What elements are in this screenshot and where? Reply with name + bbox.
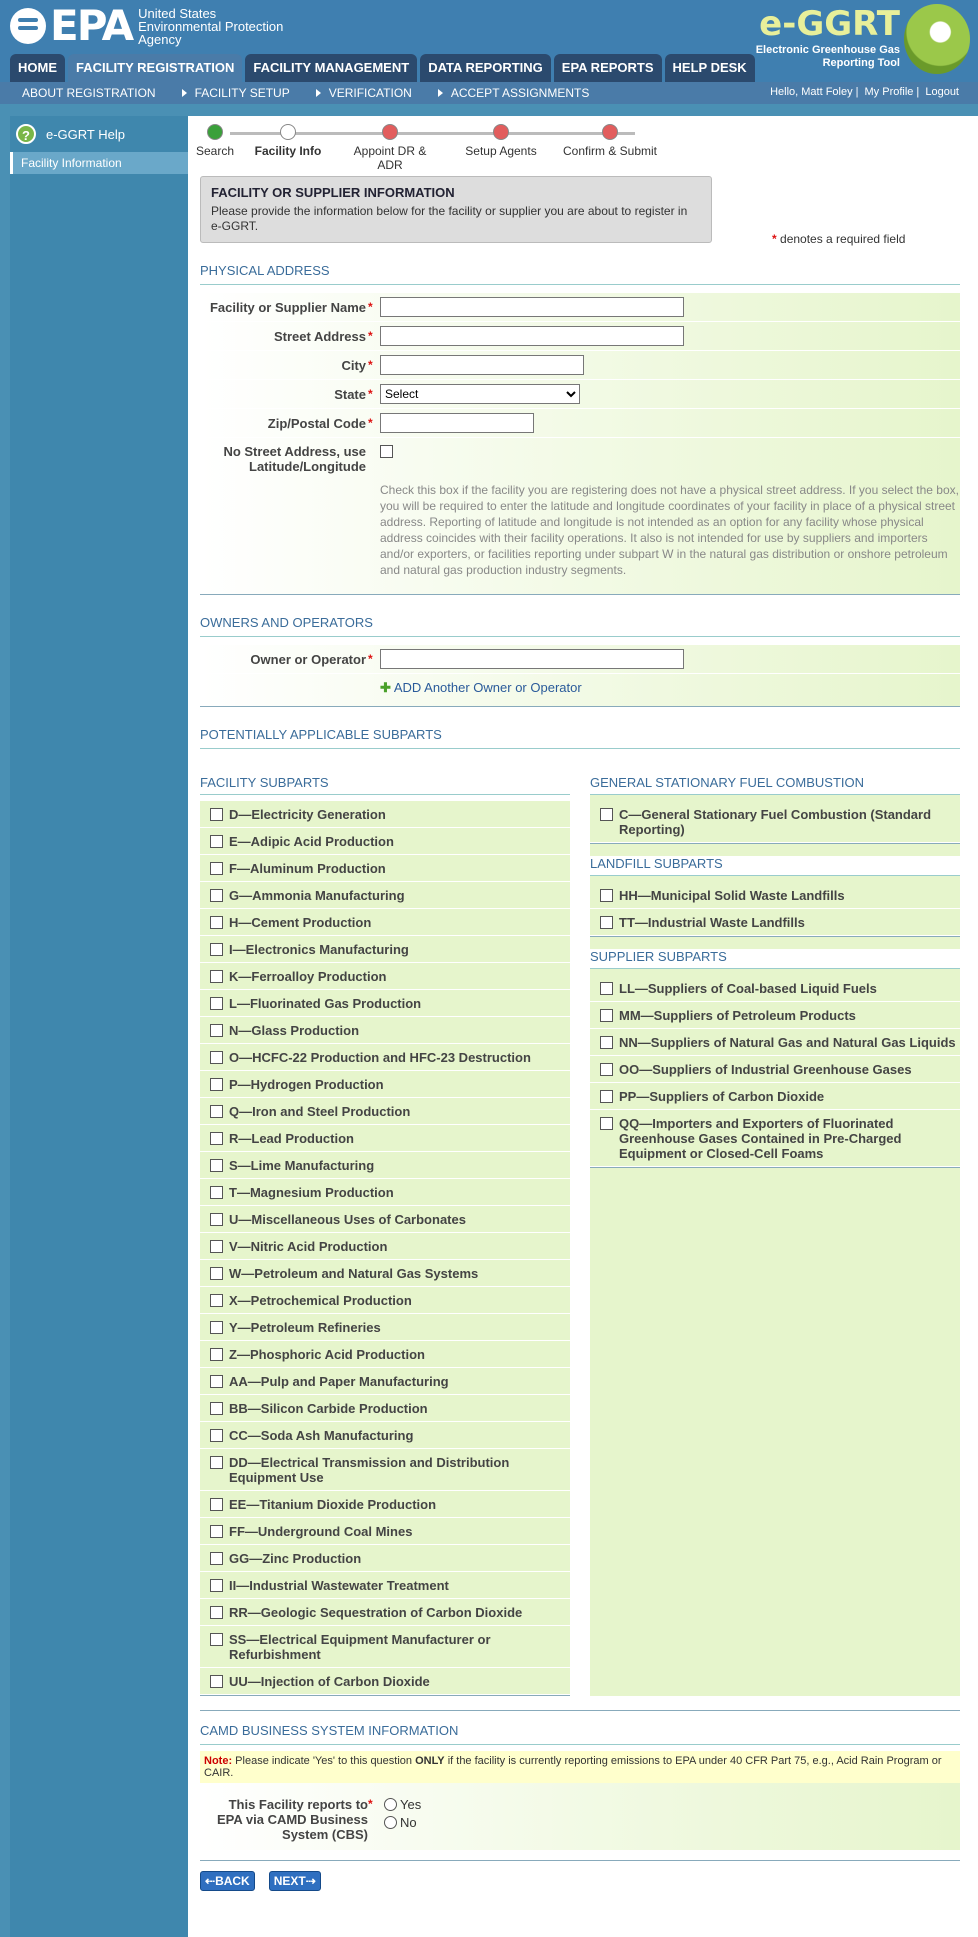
subpart-checkbox[interactable]: [600, 1117, 613, 1130]
subpart-label: R—Lead Production: [229, 1131, 354, 1146]
subpart-label: X—Petrochemical Production: [229, 1293, 412, 1308]
tab-facility-registration[interactable]: FACILITY REGISTRATION: [68, 54, 242, 82]
app-name: e-GGRT: [759, 4, 900, 44]
subpart-label: Y—Petroleum Refineries: [229, 1320, 381, 1335]
tab-help-desk[interactable]: HELP DESK: [665, 54, 755, 82]
subpart-row[interactable]: [200, 1491, 570, 1518]
subnav-label: ACCEPT ASSIGNMENTS: [450, 86, 590, 100]
subpart-row[interactable]: [590, 1029, 960, 1056]
subpart-row[interactable]: [590, 1083, 960, 1110]
camd-no-option[interactable]: [384, 1815, 421, 1830]
subpart-row[interactable]: [200, 1044, 570, 1071]
right-subparts-column: [590, 775, 960, 1696]
subpart-row[interactable]: [200, 1179, 570, 1206]
subpart-label: C—General Stationary Fuel Combustion (Standard Reporting): [619, 807, 932, 837]
arrow-right-icon: [438, 89, 443, 97]
radio-no[interactable]: [384, 1816, 397, 1829]
camd-form: [200, 1783, 960, 1850]
app-subtitle: Reporting Tool: [822, 57, 900, 69]
facility-subparts-column: [200, 749, 570, 1696]
help-question-icon: ?: [16, 124, 36, 144]
step-todo-icon: [493, 124, 509, 140]
subpart-checkbox[interactable]: [210, 1186, 223, 1199]
progress-steps: [195, 118, 960, 172]
city-label: City: [341, 357, 366, 373]
step-appoint-dr-adr: [340, 124, 440, 172]
step-label: Confirm & Submit: [562, 144, 658, 158]
step-confirm-submit: [560, 124, 660, 158]
camd-question-label: This Facility reports to EPA via CAMD Business System (CBS): [217, 1797, 368, 1842]
subpart-row[interactable]: [200, 1098, 570, 1125]
required-note: * denotes a required field: [772, 232, 906, 246]
subpart-label: DD—Electrical Transmission and Distribution Equipment Use: [229, 1455, 510, 1485]
radio-yes[interactable]: [384, 1798, 397, 1811]
subpart-row[interactable]: [200, 1395, 570, 1422]
my-profile-link[interactable]: My Profile: [864, 86, 914, 98]
next-button[interactable]: NEXT⇢: [269, 1871, 321, 1891]
subpart-label: CC—Soda Ash Manufacturing: [229, 1428, 414, 1443]
subpart-label: AA—Pulp and Paper Manufacturing: [229, 1374, 449, 1389]
app-subtitle: Electronic Greenhouse Gas: [755, 44, 900, 56]
no-street-checkbox[interactable]: [380, 445, 393, 458]
subpart-label: FF—Underground Coal Mines: [229, 1524, 413, 1539]
add-owner-label: ADD Another Owner or Operator: [393, 680, 582, 695]
subpart-row[interactable]: [200, 963, 570, 990]
owner-operator-label: Owner or Operator: [250, 651, 366, 667]
street-address-input[interactable]: [380, 326, 684, 346]
agency-line: United States: [138, 5, 217, 21]
help-link[interactable]: [10, 116, 188, 152]
owners-form: [200, 645, 960, 707]
subpart-row[interactable]: [200, 1518, 570, 1545]
subparts-container: [200, 749, 960, 1696]
subpart-checkbox[interactable]: [210, 916, 223, 929]
subpart-checkbox[interactable]: [210, 1525, 223, 1538]
subpart-checkbox[interactable]: [600, 889, 613, 902]
radio-label: Yes: [400, 1797, 422, 1812]
subpart-row[interactable]: [200, 1206, 570, 1233]
back-label: BACK: [215, 1874, 250, 1888]
subpart-checkbox[interactable]: [210, 835, 223, 848]
subpart-label: GG—Zinc Production: [229, 1551, 362, 1566]
no-street-label: No Street Address, use Latitude/Longitude: [223, 444, 366, 474]
subpart-row[interactable]: [200, 1422, 570, 1449]
subpart-checkbox[interactable]: [210, 1240, 223, 1253]
subpart-checkbox[interactable]: [600, 808, 613, 821]
landfill-subparts-list: [590, 882, 960, 937]
subpart-row[interactable]: [200, 1260, 570, 1287]
subpart-label: Z—Phosphoric Acid Production: [229, 1347, 425, 1362]
subpart-label: RR—Geologic Sequestration of Carbon Dioxide: [229, 1605, 523, 1620]
radio-label: No: [400, 1815, 417, 1830]
subpart-checkbox[interactable]: [210, 1606, 223, 1619]
subpart-label: S—Lime Manufacturing: [229, 1158, 375, 1173]
logout-link[interactable]: Logout: [925, 86, 959, 98]
subpart-checkbox[interactable]: [210, 1579, 223, 1592]
subpart-checkbox[interactable]: [210, 1294, 223, 1307]
subpart-label: V—Nitric Acid Production: [229, 1239, 388, 1254]
subpart-row[interactable]: [590, 801, 960, 843]
subpart-label: P—Hydrogen Production: [229, 1077, 384, 1092]
subpart-label: HH—Municipal Solid Waste Landfills: [619, 888, 845, 903]
subpart-label: NN—Suppliers of Natural Gas and Natural Gas Liquids: [619, 1035, 956, 1050]
user-links: Hello, Matt Foley | My Profile | Logout: [770, 86, 959, 98]
section-camd: CAMD BUSINESS SYSTEM INFORMATION: [200, 1710, 960, 1745]
facility-name-input[interactable]: [380, 297, 684, 317]
tab-facility-management[interactable]: FACILITY MANAGEMENT: [245, 54, 417, 82]
subpart-checkbox[interactable]: [210, 1375, 223, 1388]
subpart-checkbox[interactable]: [600, 1036, 613, 1049]
subpart-checkbox[interactable]: [210, 1321, 223, 1334]
bottom-buttons: [200, 1860, 960, 1891]
tab-home[interactable]: HOME: [10, 54, 65, 82]
subpart-row[interactable]: [200, 1152, 570, 1179]
subpart-label: W—Petroleum and Natural Gas Systems: [229, 1266, 479, 1281]
header: [0, 0, 978, 82]
subpart-row[interactable]: [590, 882, 960, 909]
subnav-facility-setup[interactable]: [182, 86, 290, 100]
subnav-accept-assignments[interactable]: [438, 86, 589, 100]
step-label: Facility Info: [254, 144, 322, 158]
subnav-verification[interactable]: [316, 86, 412, 100]
subpart-checkbox[interactable]: [600, 1090, 613, 1103]
note-text: if the facility is currently reporting emissions to EPA under 40 CFR Part 75, e.g., Acid Rain Program or CAIR.: [204, 1755, 942, 1779]
subpart-row[interactable]: [200, 1071, 570, 1098]
required-marker: *: [368, 416, 373, 430]
section-owners-operators: OWNERS AND OPERATORS: [200, 615, 960, 637]
subpart-label: O—HCFC-22 Production and HFC-23 Destruction: [229, 1050, 531, 1065]
subpart-label: II—Industrial Wastewater Treatment: [229, 1578, 449, 1593]
arrow-right-icon: [316, 89, 321, 97]
agency-name: [138, 7, 283, 46]
required-marker: *: [368, 358, 373, 372]
subnav-about-registration[interactable]: ABOUT REGISTRATION: [22, 86, 156, 100]
epa-wordmark: EPA: [50, 1, 133, 50]
note-text: Please indicate 'Yes' to this question: [235, 1755, 413, 1767]
subpart-row[interactable]: [200, 1368, 570, 1395]
info-title: FACILITY OR SUPPLIER INFORMATION: [211, 185, 455, 200]
subpart-checkbox[interactable]: [600, 1009, 613, 1022]
subpart-checkbox[interactable]: [210, 1159, 223, 1172]
info-box: [200, 176, 712, 243]
required-marker: *: [368, 300, 373, 314]
step-setup-agents: [451, 124, 551, 158]
sidebar-item-facility-information[interactable]: Facility Information: [10, 152, 188, 174]
agency-line: Agency: [138, 31, 182, 47]
subpart-row[interactable]: [590, 1110, 960, 1167]
back-button[interactable]: ⇠BACK: [200, 1871, 255, 1891]
subpart-row[interactable]: [200, 1626, 570, 1668]
facility-subparts-title: FACILITY SUBPARTS: [200, 775, 570, 795]
subpart-row[interactable]: [200, 1287, 570, 1314]
required-marker: *: [368, 387, 373, 401]
section-subparts: POTENTIALLY APPLICABLE SUBPARTS: [200, 727, 960, 749]
info-description: Please provide the information below for the facility or supplier you are about to register in e-GGRT.: [211, 204, 688, 233]
egret-bird-icon: [904, 4, 970, 74]
subpart-checkbox[interactable]: [600, 1063, 613, 1076]
subpart-row[interactable]: [200, 1017, 570, 1044]
subpart-checkbox[interactable]: [210, 1456, 223, 1469]
subpart-label: D—Electricity Generation: [229, 807, 386, 822]
subpart-checkbox[interactable]: [210, 1348, 223, 1361]
subpart-row[interactable]: [200, 855, 570, 882]
subpart-checkbox[interactable]: [210, 997, 223, 1010]
subpart-label: L—Fluorinated Gas Production: [229, 996, 422, 1011]
subpart-row[interactable]: [200, 990, 570, 1017]
subpart-checkbox[interactable]: [210, 1429, 223, 1442]
subpart-checkbox[interactable]: [210, 1675, 223, 1688]
subpart-row[interactable]: [200, 1449, 570, 1491]
epa-logo[interactable]: [10, 1, 284, 50]
subpart-label: PP—Suppliers of Carbon Dioxide: [619, 1089, 825, 1104]
zip-input[interactable]: [380, 413, 534, 433]
subpart-row[interactable]: [200, 936, 570, 963]
state-label: State: [334, 386, 366, 402]
subpart-label: F—Aluminum Production: [229, 861, 386, 876]
required-text: denotes a required field: [780, 232, 906, 246]
step-label: Search: [195, 144, 235, 158]
subpart-label: UU—Injection of Carbon Dioxide: [229, 1674, 430, 1689]
step-done-icon: [207, 124, 223, 140]
section-physical-address: PHYSICAL ADDRESS: [200, 263, 960, 285]
step-todo-icon: [382, 124, 398, 140]
subpart-label: LL—Suppliers of Coal-based Liquid Fuels: [619, 981, 877, 996]
subpart-label: TT—Industrial Waste Landfills: [619, 915, 805, 930]
subpart-checkbox[interactable]: [210, 1633, 223, 1646]
subpart-label: OO—Suppliers of Industrial Greenhouse Gases: [619, 1062, 912, 1077]
subpart-checkbox[interactable]: [210, 1132, 223, 1145]
subpart-row[interactable]: [200, 1572, 570, 1599]
subpart-checkbox[interactable]: [210, 1498, 223, 1511]
camd-yes-option[interactable]: [384, 1797, 421, 1812]
camd-radio-group: [384, 1797, 421, 1842]
landfill-subparts-title: LANDFILL SUBPARTS: [590, 856, 960, 876]
street-address-label: Street Address: [274, 328, 366, 344]
subpart-row[interactable]: [200, 1668, 570, 1695]
next-label: NEXT: [273, 1874, 306, 1888]
step-current-icon: [280, 124, 296, 140]
subpart-label: I—Electronics Manufacturing: [229, 942, 409, 957]
subpart-checkbox[interactable]: [210, 889, 223, 902]
tab-data-reporting[interactable]: DATA REPORTING: [420, 54, 551, 82]
subpart-row[interactable]: [200, 1233, 570, 1260]
subpart-label: QQ—Importers and Exporters of Fluorinated Greenhouse Gases Contained in Pre-Charged Equipment or Closed-Cell Foams: [619, 1116, 902, 1161]
subpart-checkbox[interactable]: [210, 1552, 223, 1565]
plus-icon: ✚: [380, 680, 391, 695]
city-input[interactable]: [380, 355, 584, 375]
subpart-label: EE—Titanium Dioxide Production: [229, 1497, 437, 1512]
subpart-row[interactable]: [590, 975, 960, 1002]
subpart-checkbox[interactable]: [210, 1213, 223, 1226]
main-nav: [10, 54, 758, 82]
camd-note: [200, 1751, 960, 1783]
subpart-checkbox[interactable]: [210, 1024, 223, 1037]
tab-epa-reports[interactable]: EPA REPORTS: [554, 54, 662, 82]
eggrt-logo: [756, 4, 970, 74]
subpart-label: BB—Silicon Carbide Production: [229, 1401, 428, 1416]
subpart-checkbox[interactable]: [210, 970, 223, 983]
subpart-row[interactable]: [200, 801, 570, 828]
owner-operator-input[interactable]: [380, 649, 684, 669]
step-todo-icon: [602, 124, 618, 140]
supplier-subparts-list: [590, 975, 960, 1168]
subpart-row[interactable]: [200, 828, 570, 855]
add-owner-link[interactable]: [380, 674, 960, 706]
facility-subparts-list: [200, 801, 570, 1696]
subpart-label: T—Magnesium Production: [229, 1185, 394, 1200]
subpart-row[interactable]: [590, 1056, 960, 1083]
note-emphasis: ONLY: [415, 1755, 445, 1767]
subpart-row[interactable]: [200, 909, 570, 936]
subpart-checkbox[interactable]: [210, 1267, 223, 1280]
subpart-label: SS—Electrical Equipment Manufacturer or Refurbishment: [229, 1632, 491, 1662]
subpart-checkbox[interactable]: [600, 982, 613, 995]
help-label: e-GGRT Help: [46, 126, 125, 142]
epa-globe-icon: [10, 8, 46, 44]
agency-line: Environmental Protection: [138, 18, 284, 34]
step-label: Setup Agents: [465, 144, 537, 158]
subpart-label: U—Miscellaneous Uses of Carbonates: [229, 1212, 466, 1227]
supplier-subparts-title: SUPPLIER SUBPARTS: [590, 949, 960, 969]
subpart-row[interactable]: [200, 1314, 570, 1341]
subnav-label: VERIFICATION: [328, 86, 412, 100]
physical-address-form: [200, 293, 960, 595]
subpart-checkbox[interactable]: [210, 1051, 223, 1064]
note-label: Note:: [204, 1755, 233, 1767]
subpart-label: MM—Suppliers of Petroleum Products: [619, 1008, 856, 1023]
main-content: [188, 116, 978, 1937]
subpart-label: Q—Iron and Steel Production: [229, 1104, 411, 1119]
subpart-row[interactable]: [200, 1341, 570, 1368]
subpart-row[interactable]: [200, 1545, 570, 1572]
zip-label: Zip/Postal Code: [267, 415, 366, 431]
subpart-label: N—Glass Production: [229, 1023, 360, 1038]
subpart-checkbox[interactable]: [210, 1078, 223, 1091]
sub-nav: [0, 82, 978, 104]
general-subparts-list: [590, 801, 960, 844]
subpart-checkbox[interactable]: [600, 916, 613, 929]
subnav-label: FACILITY SETUP: [194, 86, 290, 100]
sidebar: [10, 116, 188, 1937]
subpart-row[interactable]: [200, 1599, 570, 1626]
user-greeting: Hello, Matt Foley: [770, 86, 853, 98]
facility-name-label: Facility or Supplier Name: [209, 299, 366, 315]
step-label: Appoint DR & ADR: [353, 144, 427, 172]
subpart-checkbox[interactable]: [210, 1105, 223, 1118]
subpart-label: H—Cement Production: [229, 915, 372, 930]
subpart-label: E—Adipic Acid Production: [229, 834, 394, 849]
required-marker: *: [368, 329, 373, 343]
arrow-right-icon: [182, 89, 187, 97]
general-subparts-title: GENERAL STATIONARY FUEL COMBUSTION: [590, 775, 960, 795]
no-street-description: Check this box if the facility you are registering does not have a physical street address. If you select the box, you will be required to enter the latitude and longitude coordinates of your facility in place of a physical street address. Reporting of latitude and longitude is not intended as an option for any facility whose physical address coincides with their facility operations. It also is not intended for use by suppliers and importers and/or exporters, or facilities reporting under subpart W in the natural gas distribution or onshore petroleum and natural gas production industry segments.: [380, 483, 959, 577]
subpart-checkbox[interactable]: [210, 943, 223, 956]
required-marker: *: [368, 652, 373, 666]
required-marker: *: [368, 1797, 373, 1811]
subpart-checkbox[interactable]: [210, 808, 223, 821]
subpart-checkbox[interactable]: [210, 862, 223, 875]
subpart-row[interactable]: [200, 882, 570, 909]
step-facility-info: [238, 124, 338, 158]
subpart-row[interactable]: [200, 1125, 570, 1152]
subpart-checkbox[interactable]: [210, 1402, 223, 1415]
subpart-label: G—Ammonia Manufacturing: [229, 888, 405, 903]
subpart-row[interactable]: [590, 1002, 960, 1029]
state-select[interactable]: [380, 384, 580, 404]
subpart-label: K—Ferroalloy Production: [229, 969, 387, 984]
subpart-row[interactable]: [590, 909, 960, 936]
